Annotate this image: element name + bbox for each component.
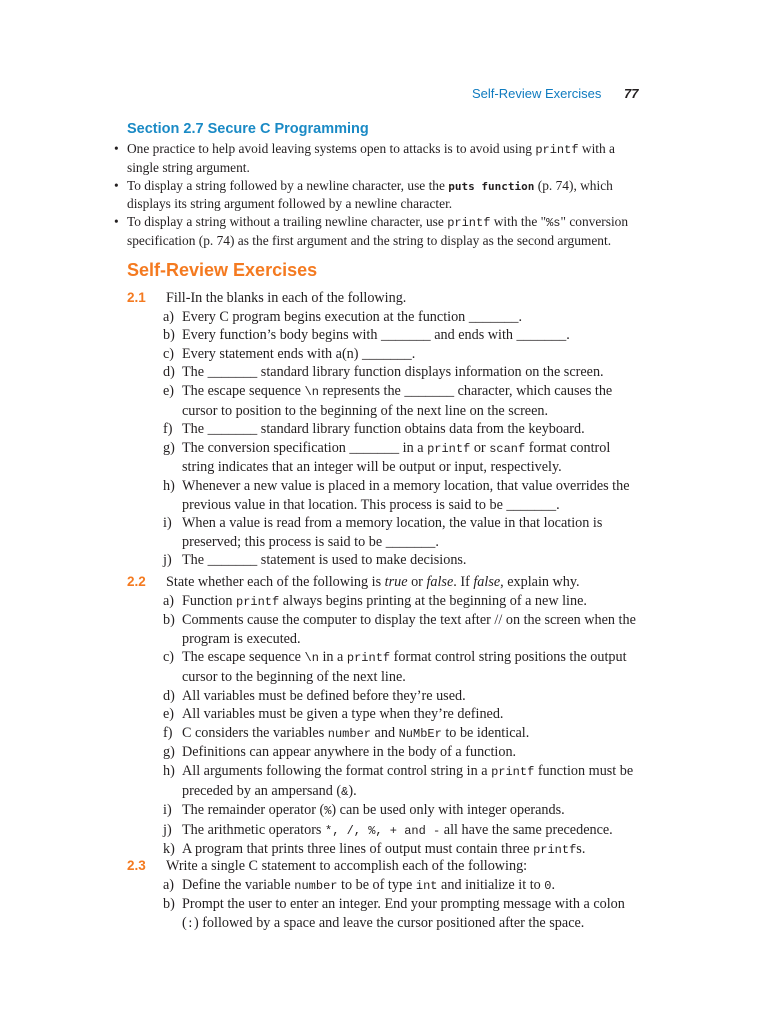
bullet-item: • One practice to help avoid leaving systems open to attacks is to avoid using printf with a single string argument.: [114, 141, 615, 175]
list-item: g) The conversion specification _______ in a printf or scanf format control string indicates that an integer will be output or input, respectively.: [163, 439, 611, 476]
list-item: c) Every statement ends with a(n) _______.: [163, 345, 416, 362]
list-item: b) Comments cause the computer to display the text after // on the screen when the program is executed.: [163, 612, 636, 647]
running-head: Self-Review Exercises: [472, 86, 602, 101]
section-title: Section 2.7 Secure C Programming: [127, 121, 369, 137]
list-item: e) All variables must be given a type when they’re defined.: [163, 706, 504, 723]
list-item: k) A program that prints three lines of output must contain three printfs.: [163, 841, 586, 858]
summary-bullets: [114, 140, 644, 250]
list-item: j) The _______ statement is used to make decisions.: [163, 552, 467, 569]
list-item: f) The _______ standard library function obtains data from the keyboard.: [163, 421, 585, 438]
exercise-number: 2.1: [127, 290, 146, 305]
exercise-intro: State whether each of the following is true or false. If false, explain why.: [166, 574, 580, 590]
list-item: a) Define the variable number to be of type int and initialize it to 0.: [163, 876, 556, 893]
list-item: j) The arithmetic operators *, /, %, + and - all have the same precedence.: [163, 821, 613, 838]
exercises-title: Self-Review Exercises: [127, 260, 318, 280]
list-item: i) When a value is read from a memory location, the value in that location is preserved; this process is said to be _______.: [163, 515, 603, 550]
exercise-2-1: [127, 289, 645, 570]
exercise-2-3: [127, 857, 645, 933]
list-item: h) Whenever a new value is placed in a memory location, that value overrides the previous value in that location. This process is said to be _______.: [163, 477, 630, 513]
list-item: c) The escape sequence \n in a printf format control string positions the output cursor to the beginning of the next line.: [163, 649, 627, 685]
bullet-item: • To display a string without a trailing newline character, use printf with the "%s" conversion specification (p. 74) as the first argument and the string to display as the second argument.: [114, 214, 629, 248]
list-item: d) The _______ standard library function displays information on the screen.: [163, 364, 604, 381]
list-item: d) All variables must be defined before they’re used.: [163, 687, 466, 704]
bullet-item: • To display a string followed by a newline character, use the puts function (p. 74), which displays its string argument followed by a newline character.: [114, 178, 613, 211]
bullet-icon: •: [114, 141, 119, 156]
exercise-intro: Fill-In the blanks in each of the following.: [166, 290, 407, 306]
list-item: b) Every function’s body begins with _______ and ends with _______.: [163, 327, 570, 344]
exercise-number: 2.2: [127, 574, 146, 589]
page-number: 77: [624, 86, 639, 101]
list-item: b) Prompt the user to enter an integer. End your prompting message with a colon (:) followed by a space and leave the cursor positioned after the space.: [163, 896, 625, 931]
list-item: h) All arguments following the format control string in a printf function must be preceded by an ampersand (&).: [163, 762, 634, 799]
exercise-2-2: [127, 573, 645, 860]
list-item: g) Definitions can appear anywhere in the body of a function.: [163, 744, 517, 761]
bullet-icon: •: [114, 178, 119, 193]
exercise-intro: Write a single C statement to accomplish each of the following:: [166, 858, 528, 874]
list-item: f) C considers the variables number and NuMbEr to be identical.: [163, 724, 530, 741]
exercise-number: 2.3: [127, 858, 146, 873]
list-item: i) The remainder operator (%) can be used only with integer operands.: [163, 802, 565, 819]
list-item: e) The escape sequence \n represents the _______ character, which causes the cursor to position to the beginning of the next line on the screen.: [163, 382, 613, 419]
list-item: a) Every C program begins execution at the function _______.: [163, 308, 523, 325]
bullet-icon: •: [114, 214, 119, 229]
list-item: a) Function printf always begins printing at the beginning of a new line.: [163, 592, 587, 609]
